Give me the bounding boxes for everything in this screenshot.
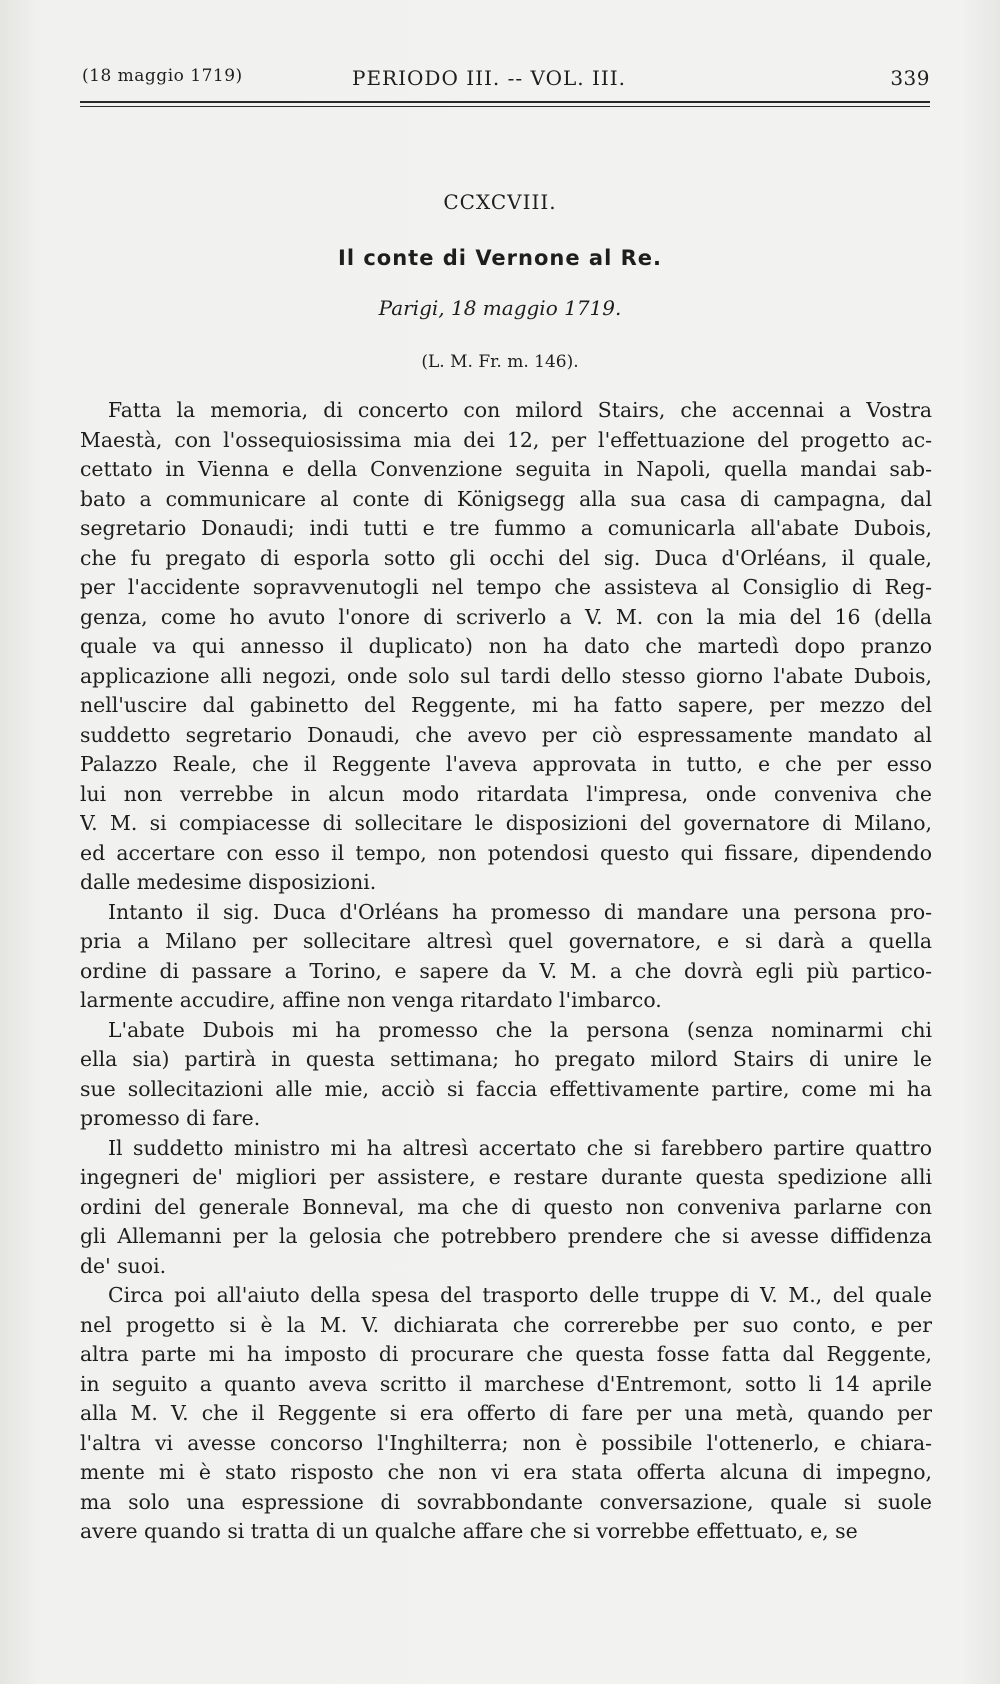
text-line: ed accertare con esso il tempo, non potendosi questo qui fissare, dipendendo	[80, 840, 932, 865]
text-line: de' suoi.	[80, 1253, 167, 1278]
letter-title: Il conte di Vernone al Re.	[338, 246, 662, 270]
header-running-title: PERIODO III. -- VOL. III.	[352, 66, 627, 90]
text-line: larmente accudire, affine non venga ritardato l'imbarco.	[80, 988, 662, 1012]
text-line: per l'accidente sopravvenutogli nel tempo che assisteva al Consiglio di Reg-	[80, 575, 932, 599]
text-line: segretario Donaudi; indi tutti e tre fummo a comunicarla all'abate Dubois,	[80, 516, 932, 540]
text-line: dalle medesime disposizioni.	[80, 870, 377, 894]
place-date: Parigi, 18 maggio 1719.	[378, 296, 622, 320]
text-line: V. M. si compiacesse di sollecitare le disposizioni del governatore di Milano,	[80, 811, 932, 835]
text-line: Il suddetto ministro mi ha altresì accertato che si farebbero partire quattro	[108, 1135, 932, 1160]
text-line: sue sollecitazioni alle mie, acciò si faccia effettivamente partire, come mi ha	[80, 1076, 932, 1101]
header-rule-thick	[80, 101, 930, 103]
text-line: avere quando si tratta di un qualche affare che si vorrebbe effettuato, e, se	[80, 1519, 858, 1543]
running-header	[82, 66, 930, 96]
text-line: Palazzo Reale, che il Reggente l'aveva approvata in tutto, e che per esso	[80, 752, 932, 776]
text-line: applicazione alli negozi, onde solo sul tardi dello stesso giorno l'abate Dubois,	[80, 663, 932, 688]
text-line: mente mi è stato risposto che non vi era stata offerta alcuna di impegno,	[80, 1460, 932, 1484]
paragraph	[80, 898, 932, 1016]
paragraph	[80, 1016, 932, 1134]
text-line: in seguito a quanto aveva scritto il marchese d'Entremont, sotto li 14 aprile	[80, 1371, 932, 1396]
text-line: pria a Milano per sollecitare altresì quel governatore, e si darà a quella	[80, 929, 932, 953]
page-number: 339	[890, 66, 930, 90]
text-line: ella sia) partirà in questa settimana; ho pregato milord Stairs di unire le	[80, 1047, 932, 1071]
text-line: nel progetto si è la M. V. dichiarata che correrebbe per suo conto, e per	[80, 1312, 932, 1337]
text-line: alla M. V. che il Reggente si era offerto di fare per una metà, quando per	[80, 1401, 932, 1425]
text-line: l'altra vi avesse concorso l'Inghilterra; non è possibile l'ottenerlo, e chiara-	[80, 1430, 932, 1455]
text-line: gli Allemanni per la gelosia che potrebbero prendere che si avesse diffidenza	[80, 1224, 932, 1248]
text-line: quale va qui annesso il duplicato) non ha dato che martedì dopo pranzo	[80, 634, 932, 658]
text-line: genza, come ho avuto l'onore di scriverlo a V. M. con la mia del 16 (della	[80, 604, 932, 629]
text-line: ordini del generale Bonneval, ma che di questo non conveniva parlarne con	[80, 1194, 932, 1219]
text-line: Intanto il sig. Duca d'Orléans ha promesso di mandare una persona pro-	[108, 899, 932, 924]
text-line: nell'uscire dal gabinetto del Reggente, mi ha fatto sapere, per mezzo del	[80, 693, 932, 717]
text-line: che fu pregato di esporla sotto gli occhi del sig. Duca d'Orléans, il quale,	[80, 545, 932, 570]
text-line: bato a communicare al conte di Königsegg alla sua casa di campagna, dal	[80, 486, 932, 511]
paragraph	[80, 396, 932, 898]
text-line: Maestà, con l'ossequiosissima mia dei 12, per l'effettuazione del progetto ac-	[80, 427, 932, 452]
text-line: ma solo una espressione di sovrabbondante conversazione, quale si suole	[80, 1489, 932, 1514]
text-line: ingegneri de' migliori per assistere, e restare durante questa spedizione alli	[80, 1165, 932, 1189]
text-line: Circa poi all'aiuto della spesa del trasporto delle truppe di V. M., del quale	[108, 1283, 932, 1307]
header-rule-thin	[80, 106, 930, 107]
archival-reference: (L. M. Fr. m. 146).	[421, 352, 579, 372]
text-line: Fatta la memoria, di concerto con milord Stairs, che accennai a Vostra	[108, 398, 932, 422]
text-line: cettato in Vienna e della Convenzione seguita in Napoli, quella mandai sab-	[80, 457, 932, 481]
text-line: ordine di passare a Torino, e sapere da V. M. a che dovrà egli più partico-	[80, 958, 932, 983]
text-line: altra parte mi ha imposto di procurare che questa fosse fatta dal Reggente,	[80, 1342, 932, 1366]
paragraph	[80, 1281, 932, 1547]
letter-body	[80, 396, 932, 1547]
chapter-number: CCXCVIII.	[443, 190, 557, 214]
text-line: suddetto segretario Donaudi, che avevo per ciò espressamente mandato al	[80, 722, 932, 747]
text-line: L'abate Dubois mi ha promesso che la persona (senza nominarmi chi	[108, 1017, 932, 1042]
paragraph	[80, 1134, 932, 1282]
text-line: lui non verrebbe in alcun modo ritardata l'impresa, onde conveniva che	[80, 781, 932, 806]
text-line: promesso di fare.	[80, 1106, 261, 1130]
header-date: (18 maggio 1719)	[82, 66, 243, 86]
